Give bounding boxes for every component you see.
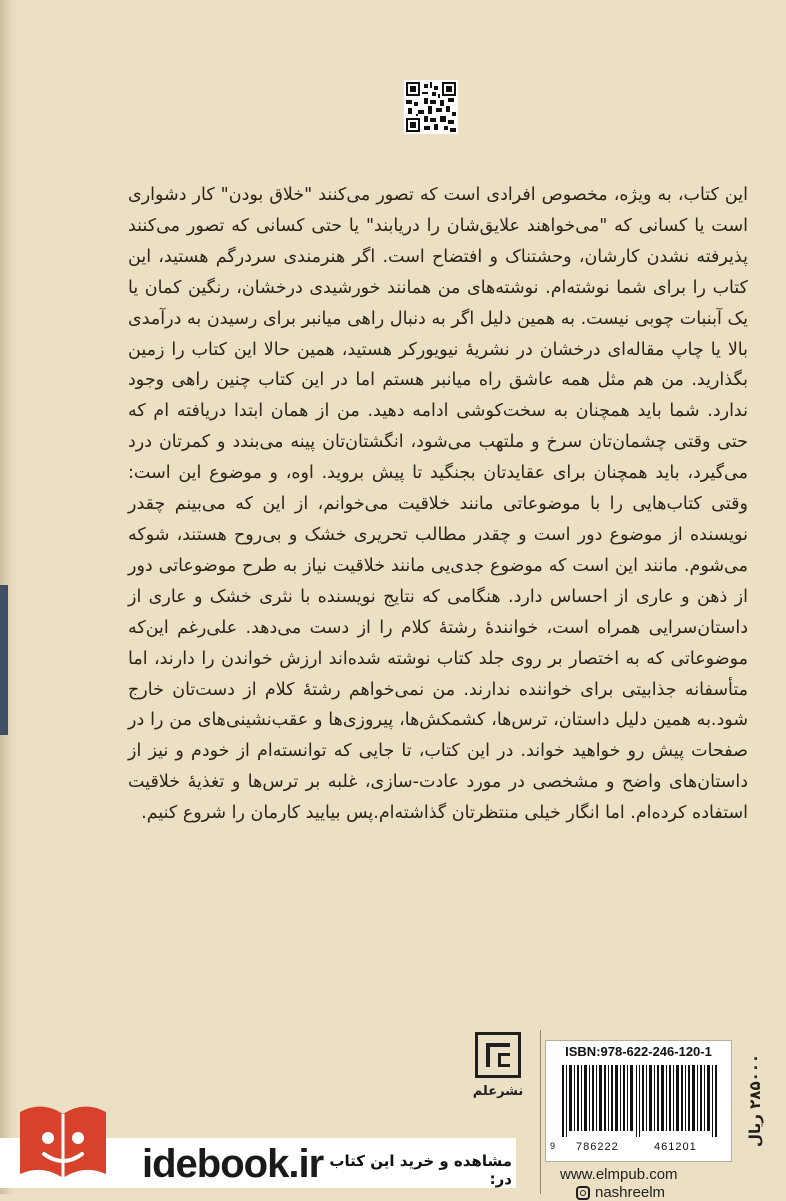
back-cover-blurb: این کتاب، به ویژه، مخصوص افرادی است که تصور می‌کنند "خلاق بودن" کار دشواری است یا کسانی که "می‌خواهند علایق‌شان را دریابند" یا حتی کسانی که تصور می‌کنند پذیرفته نشدن کارشان، وحشتناک و افتضاح است. اگر هنرمندی سردرگم هستید، این کتاب را برای شما نوشته‌ام. نوشته‌های من همانند خورشیدی درخشان، رنگین کمان یا یک آبنبات چوبی نیست. به همین دلیل اگر به دنبال راهی میانبر برای رسیدن به درآمدی بالا یا چاپ مقاله‌ای درخشان در نشریهٔ نیویورکر هستید، همین حالا این کتاب را زمین بگذارید. من هم مثل همه عاشق راه میانبر هستم اما در این کتاب چنین راهی وجود ندارد. شما باید همچنان به سخت‌کوشی ادامه دهید. من از همان ابتدا دریافته ام که حتی وقتی چشمان‌تان سرخ و ملتهب می‌شود، انگشتان‌تان پینه می‌بندد و کمرتان درد می‌گیرد، باید همچنان برای عقایدتان بجنگید تا پیش بروید. اوه، و موضوع این است: وقتی کتاب‌هایی را با موضوعاتی مانند خلاقیت می‌خوانم، از این که می‌بینم چقدر نویسنده از موضوع دور است و چقدر مطالب تحریری خشک و بی‌روح هستند، شوکه می‌شوم. مانند این است که موضوع جدی‌یی مانند خلاقیت نیاز به طرح موضوعاتی دور از ذهن و عاری از احساس دارد. هنگامی که نتایج نویسنده با نثری خشک و عاری از داستان‌سرایی همراه است، خوانندهٔ رشتهٔ کلام را از دست می‌دهد. علی‌رغم این‌که موضوعاتی که به اختصار بر روی جلد کتاب نوشته شده‌اند ارزش خواندن را دارند، اما متأسفانه جذابیتی برای خواننده ندارند. من نمی‌خواهم رشتهٔ کلام از دست‌تان خارج شود.به همین دلیل داستان، ترس‌ها، کشمکش‌ها، پیروزی‌ها و عقب‌نشینی‌های من را در صفحات پیش رو خواهید خواند. در این کتاب، تا جایی که توانسته‌ام از خودم و نیز از داستان‌های واضح و مشخصی در مورد عادت-سازی، غلبه بر ترس‌ها و تغذیهٔ خلاقیت استفاده کرده‌ام. اما انگار خیلی منتظرتان گذاشته‌ام.پس بیایید کارمان را شروع کنیم. [128, 185, 748, 824]
publisher-website[interactable]: www.elmpub.com [560, 1166, 678, 1183]
barcode-digits-mid: 786222 [576, 1141, 619, 1153]
barcode-digit-left: 9 [550, 1141, 556, 1151]
isbn-barcode-box [545, 1040, 732, 1162]
watermark-caption: مشاهده و خرید این کتاب در: [329, 1152, 512, 1188]
barcode-digits-right: 461201 [654, 1141, 697, 1153]
isbn-label: ISBN:978-622-246-120-1 [565, 1044, 712, 1059]
price-label: ۲۸۵۰۰۰ ریال [746, 1053, 764, 1147]
divider-line [540, 1030, 541, 1194]
instagram-icon [576, 1186, 590, 1200]
publisher-instagram[interactable] [576, 1184, 665, 1201]
watermark-brand[interactable]: idebook.ir [142, 1142, 324, 1186]
qr-code[interactable] [404, 80, 458, 134]
book-smile-icon [14, 1098, 112, 1190]
publisher-name: نشرعلم [472, 1084, 524, 1099]
publisher-logo [468, 1032, 528, 1112]
publisher-logo-mark [475, 1032, 521, 1078]
spine-accent [0, 585, 8, 735]
instagram-handle: nashreelm [595, 1184, 666, 1201]
barcode [562, 1065, 722, 1137]
